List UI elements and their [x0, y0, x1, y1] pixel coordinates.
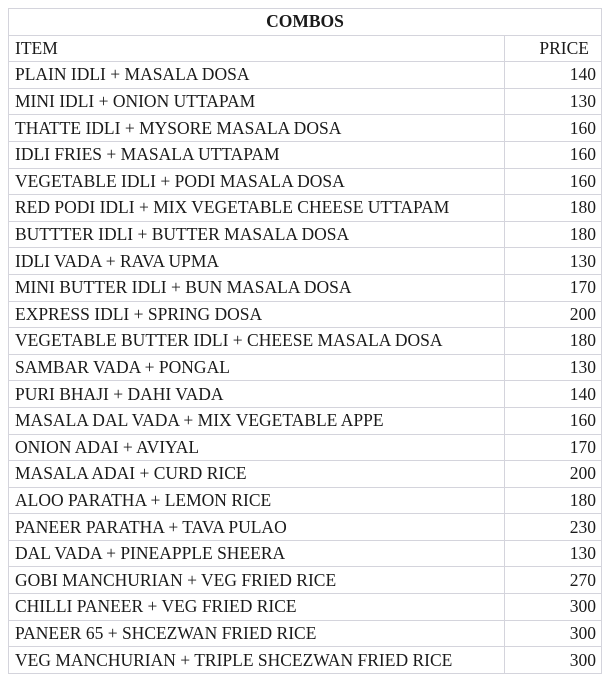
item-name: PLAIN IDLI + MASALA DOSA — [9, 62, 505, 89]
table-row — [9, 88, 602, 115]
table-row — [9, 487, 602, 514]
item-name: VEGETABLE IDLI + PODI MASALA DOSA — [9, 168, 505, 195]
item-price: 160 — [505, 141, 602, 168]
item-name: MINI IDLI + ONION UTTAPAM — [9, 88, 505, 115]
item-price: 130 — [505, 88, 602, 115]
item-name: RED PODI IDLI + MIX VEGETABLE CHEESE UTTAPAM — [9, 195, 505, 222]
price-column-header: PRICE — [505, 35, 602, 62]
item-price: 230 — [505, 514, 602, 541]
item-price: 140 — [505, 62, 602, 89]
item-name: IDLI VADA + RAVA UPMA — [9, 248, 505, 275]
item-price: 300 — [505, 620, 602, 647]
item-name: MASALA ADAI + CURD RICE — [9, 461, 505, 488]
item-name: EXPRESS IDLI + SPRING DOSA — [9, 301, 505, 328]
table-row — [9, 354, 602, 381]
item-name: BUTTTER IDLI + BUTTER MASALA DOSA — [9, 221, 505, 248]
table-title: COMBOS — [9, 9, 602, 36]
combos-menu-table — [8, 8, 602, 674]
item-price: 180 — [505, 328, 602, 355]
item-name: SAMBAR VADA + PONGAL — [9, 354, 505, 381]
header-row — [9, 35, 602, 62]
item-price: 200 — [505, 461, 602, 488]
item-price: 180 — [505, 195, 602, 222]
table-row — [9, 434, 602, 461]
table-row — [9, 115, 602, 142]
item-name: PURI BHAJI + DAHI VADA — [9, 381, 505, 408]
table-row — [9, 461, 602, 488]
item-price: 180 — [505, 221, 602, 248]
table-row — [9, 407, 602, 434]
table-row — [9, 168, 602, 195]
table-row — [9, 381, 602, 408]
table-row — [9, 567, 602, 594]
item-price: 180 — [505, 487, 602, 514]
table-row — [9, 328, 602, 355]
item-price: 200 — [505, 301, 602, 328]
item-name: VEGETABLE BUTTER IDLI + CHEESE MASALA DOSA — [9, 328, 505, 355]
item-name: VEG MANCHURIAN + TRIPLE SHCEZWAN FRIED RICE — [9, 647, 505, 674]
table-row — [9, 647, 602, 674]
item-price: 160 — [505, 168, 602, 195]
table-row — [9, 62, 602, 89]
item-price: 130 — [505, 248, 602, 275]
item-price: 130 — [505, 540, 602, 567]
item-price: 140 — [505, 381, 602, 408]
item-name: MINI BUTTER IDLI + BUN MASALA DOSA — [9, 274, 505, 301]
item-name: CHILLI PANEER + VEG FRIED RICE — [9, 594, 505, 621]
item-name: GOBI MANCHURIAN + VEG FRIED RICE — [9, 567, 505, 594]
table-row — [9, 195, 602, 222]
table-row — [9, 301, 602, 328]
table-row — [9, 274, 602, 301]
item-price: 160 — [505, 407, 602, 434]
item-name: DAL VADA + PINEAPPLE SHEERA — [9, 540, 505, 567]
table-row — [9, 514, 602, 541]
table-row — [9, 221, 602, 248]
item-name: THATTE IDLI + MYSORE MASALA DOSA — [9, 115, 505, 142]
item-price: 170 — [505, 274, 602, 301]
table-row — [9, 620, 602, 647]
item-name: MASALA DAL VADA + MIX VEGETABLE APPE — [9, 407, 505, 434]
item-name: PANEER PARATHA + TAVA PULAO — [9, 514, 505, 541]
table-row — [9, 540, 602, 567]
title-row — [9, 9, 602, 36]
item-name: PANEER 65 + SHCEZWAN FRIED RICE — [9, 620, 505, 647]
item-price: 130 — [505, 354, 602, 381]
item-price: 160 — [505, 115, 602, 142]
item-price: 270 — [505, 567, 602, 594]
table-row — [9, 141, 602, 168]
table-row — [9, 248, 602, 275]
item-price: 170 — [505, 434, 602, 461]
item-column-header: ITEM — [9, 35, 505, 62]
item-name: ALOO PARATHA + LEMON RICE — [9, 487, 505, 514]
table-row — [9, 594, 602, 621]
item-name: IDLI FRIES + MASALA UTTAPAM — [9, 141, 505, 168]
item-price: 300 — [505, 594, 602, 621]
item-name: ONION ADAI + AVIYAL — [9, 434, 505, 461]
item-price: 300 — [505, 647, 602, 674]
